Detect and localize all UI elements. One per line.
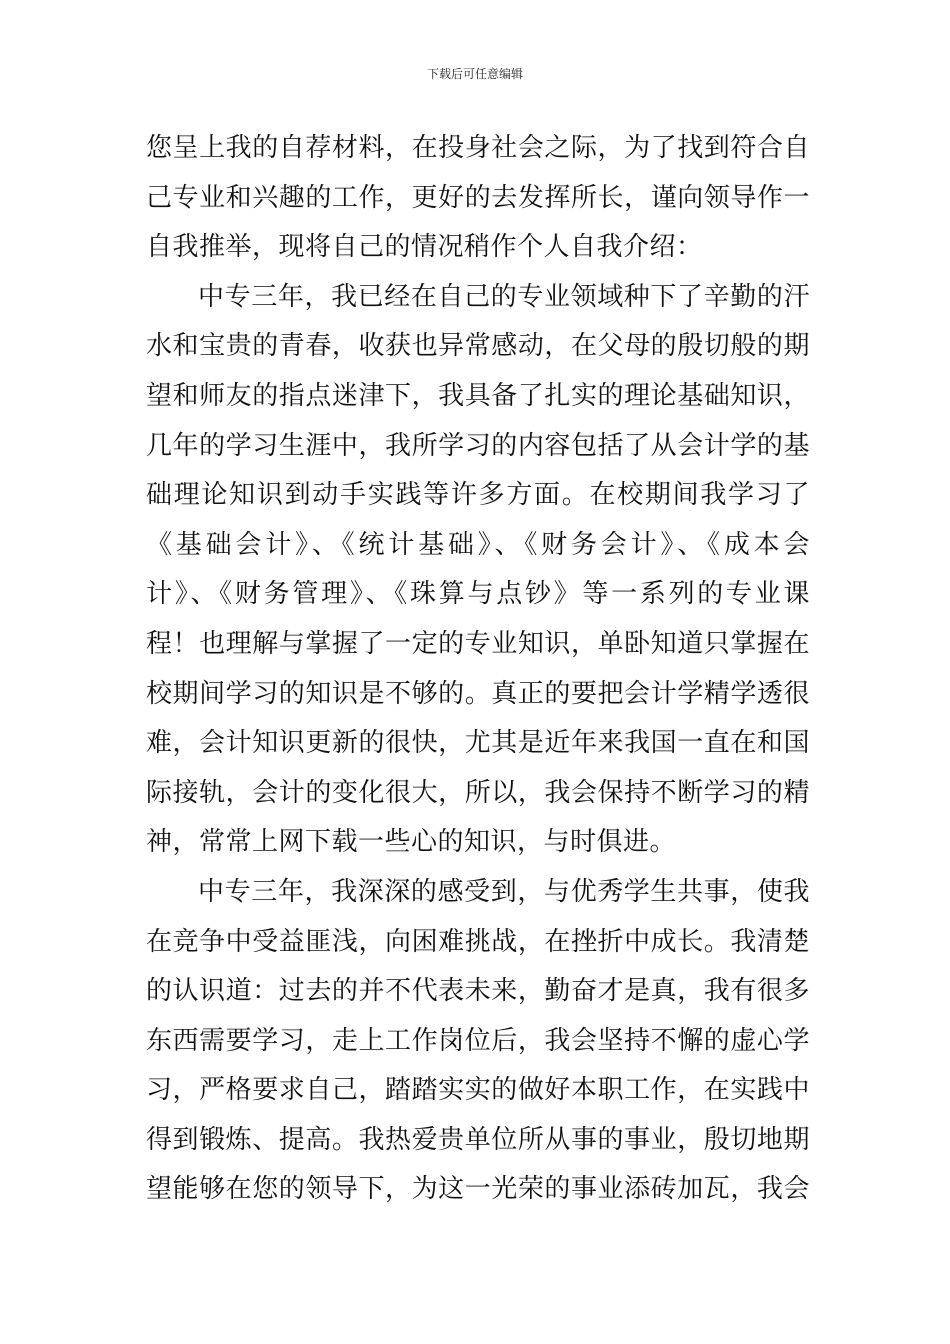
text-line: 东西需要学习，走上工作岗位后，我会坚持不懈的虚心学: [146, 1025, 810, 1056]
text-line: 您呈上我的自荐材料，在投身社会之际，为了找到符合自: [146, 133, 810, 163]
text-line: 校期间学习的知识是不够的。真正的要把会计学精学透很: [146, 678, 810, 709]
text-line: 中专三年，我深深的感受到，与优秀学生共事，使我: [198, 876, 810, 907]
text-line: 神，常常上网下载一些心的知识，与时俱进。: [146, 827, 677, 858]
text-line: 望和师友的指点迷津下，我具备了扎实的理论基础知识，: [146, 380, 810, 411]
text-line: 习，严格要求自己，踏踏实实的做好本职工作，在实践中: [146, 1075, 810, 1106]
text-line: 中专三年，我已经在自己的专业领域种下了辛勤的汗: [198, 281, 810, 312]
text-line: 望能够在您的领导下，为这一光荣的事业添砖加瓦，我会: [146, 1174, 810, 1205]
text-line: 《基础会计》、《统计基础》、《财务会计》、《成本会: [146, 529, 810, 560]
text-line: 计》、《财务管理》、《珠算与点钞》等一系列的专业课: [146, 579, 810, 610]
page-header: 下载后可任意编辑: [426, 67, 523, 81]
text-line: 的认识道：过去的并不代表未来，勤奋才是真，我有很多: [146, 976, 810, 1007]
text-line: 在竞争中受益匪浅，向困难挑战，在挫折中成长。我清楚: [146, 926, 810, 957]
text-line: 几年的学习生涯中，我所学习的内容包括了从会计学的基: [146, 430, 810, 461]
text-line: 难，会计知识更新的很快，尤其是近年来我国一直在和国: [146, 728, 810, 759]
text-line: 得到锻炼、提高。我热爱贵单位所从事的事业，殷切地期: [146, 1124, 810, 1155]
text-line: 己专业和兴趣的工作，更好的去发挥所长，谨向领导作一: [146, 182, 810, 213]
text-line: 自我推举，现将自己的情况稍作个人自我介绍：: [146, 232, 703, 263]
text-line: 础理论知识到动手实践等许多方面。在校期间我学习了: [146, 480, 810, 511]
text-line: 水和宝贵的青春，收获也异常感动，在父母的殷切般的期: [146, 331, 810, 362]
text-line: 程！也理解与掌握了一定的专业知识，单卧知道只掌握在: [146, 628, 810, 659]
document-body: [146, 124, 810, 1215]
text-line: 际接轨，会计的变化很大，所以，我会保持不断学习的精: [146, 777, 810, 808]
